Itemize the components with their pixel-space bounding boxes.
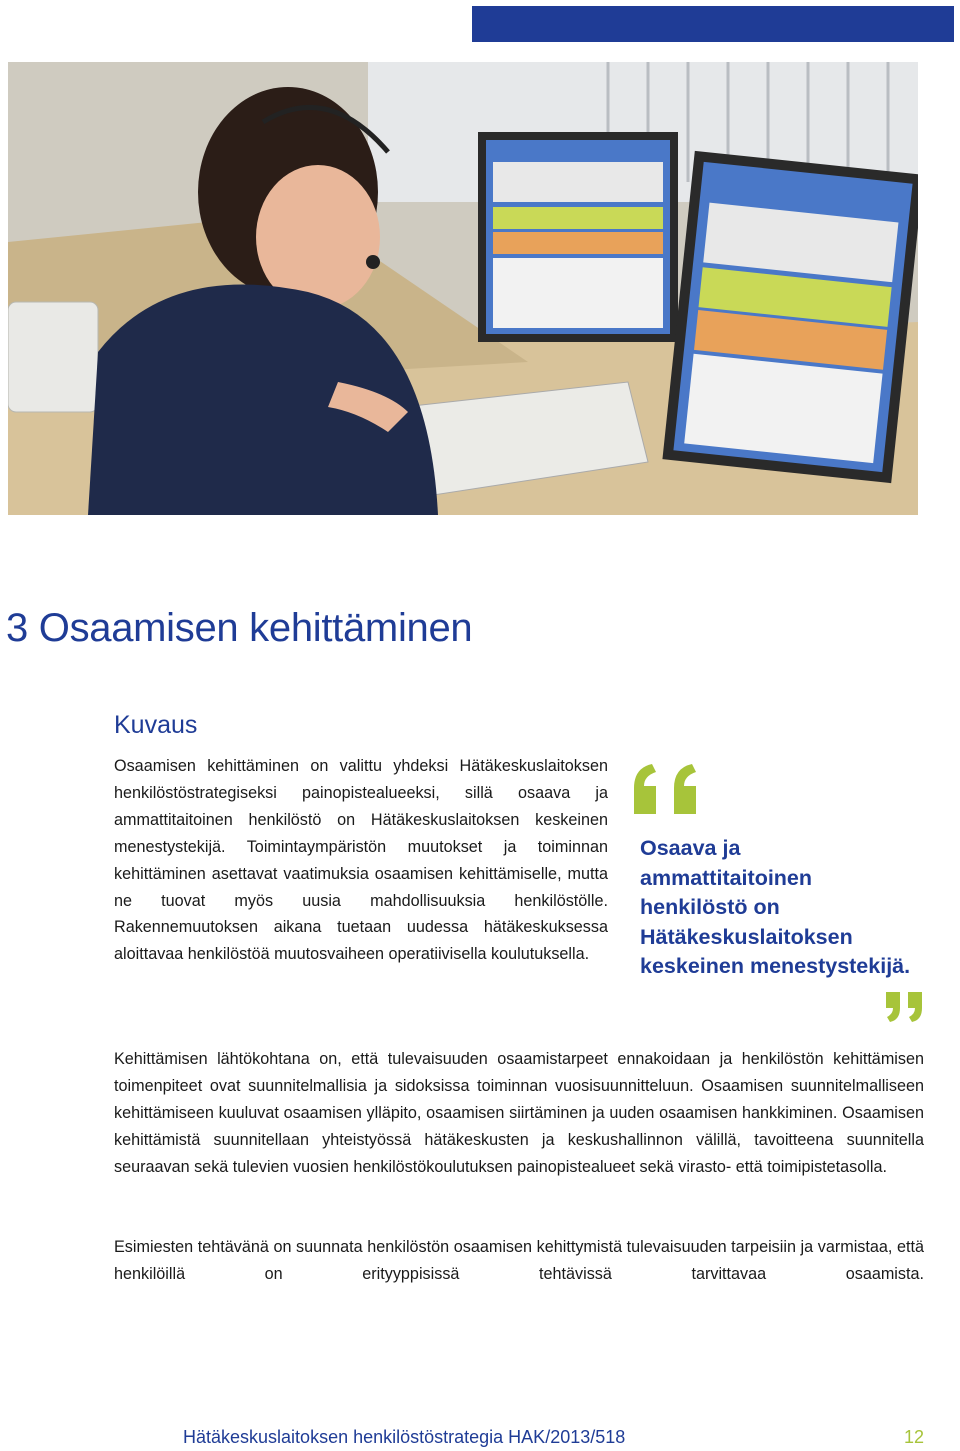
development-paragraph: Kehittämisen lähtökohtana on, että tulevaisuuden osaamistarpeet ennakoidaan ja henkilöstön kehittämisen toimenpiteet ovat suunnitelmallisia ja sidoksissa toiminnan vuosisuunnitteluun. Osaamisen suunnitelmalliseen kehittämiseen kuuluvat osaamisen ylläpito, osaamisen siirtäminen ja uuden osaamisen hankkiminen. Osaamisen kehittämistä suunnitellaan yhteistyössä hätäkeskusten ja keskushallinnon välillä, tavoitteena suunnitella seuraavan sekä tulevien vuosien henkilöstökoulutuksen painopistealueet sekä virasto- että toimipistetasolla.: [114, 1050, 924, 1176]
footer-page-number: 12: [904, 1427, 925, 1447]
footer-document-title: Hätäkeskuslaitoksen henkilöstöstrategia HAK/2013/518: [183, 1427, 626, 1447]
open-quote-icon: [630, 762, 704, 814]
supervisors-paragraph: Esimiesten tehtävänä on suunnata henkilöstön osaamisen kehittymistä tulevaisuuden tarpeisiin ja varmistaa, että henkilöillä on erityyppisissä tehtävissä tarvittavaa osaamista.: [114, 1238, 924, 1283]
header-accent-bar: [472, 6, 954, 42]
pull-quote-line: ammattitaitoinen: [640, 865, 813, 890]
section-heading: Kuvaus: [114, 711, 198, 739]
pull-quote: [640, 834, 940, 982]
pull-quote-line: Osaava ja: [640, 836, 741, 860]
pull-quote-line: keskeinen menestystekijä.: [640, 954, 911, 979]
description-paragraph: Osaamisen kehittäminen on valittu yhdeksi Hätäkeskuslaitoksen henkilöstöstrategiseksi painopistealueeksi, sillä osaava ja ammattitaitoinen henkilöstö on Hätäkeskuslaitoksen keskeinen menestystekijä. Toimintaympäristön muutokset ja toiminnan kehittäminen asettavat vaatimuksia osaamisen kehittämiselle, mutta ne tuovat myös uusia mahdollisuuksia henkilöstölle. Rakennemuutoksen aikana tuetaan uudessa hätäkeskuksessa aloittavaa henkilöstöä muutosvaiheen operatiivisella koulutuksella.: [114, 757, 608, 964]
emergency-operator-photo: [8, 62, 918, 515]
close-quote-icon: [884, 992, 926, 1022]
pull-quote-line: henkilöstö on: [640, 895, 780, 920]
pull-quote-line: Hätäkeskuslaitoksen: [640, 924, 853, 949]
chapter-title: 3 Osaamisen kehittäminen: [6, 606, 473, 650]
